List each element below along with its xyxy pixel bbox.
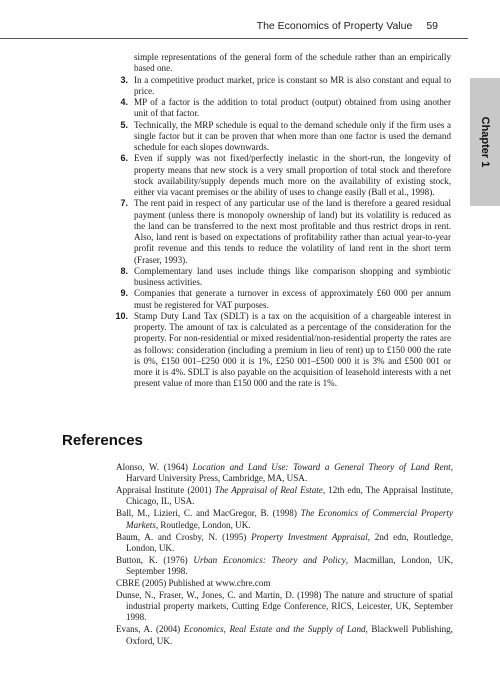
reference-item: Ball, M., Lizieri, C. and MacGregor, B. (1998) The Economics of Commercial Property Markets, Routledge, London, UK. (116, 508, 453, 530)
reference-item: CBRE (2005) Published at www.cbre.com (116, 577, 271, 588)
endnotes (106, 52, 451, 390)
references-heading: References (62, 432, 143, 449)
references-list (116, 462, 453, 648)
note-text: Even if supply was not fixed/perfectly inelastic in the short-run, the longevity of property means that new stock is a very small proportion of total stock and therefore stock availability/supply depends much more on the availability of existing stock, either via vacant premises or the ability of uses to change easily (Ball et al., 1998). (134, 153, 451, 197)
note-number: 6. (120, 153, 128, 164)
note-item (106, 120, 451, 154)
note-item (106, 266, 451, 289)
note-continuation: simple representations of the general form of the schedule rather than an empirically based one. (134, 52, 451, 74)
reference-item: Baum, A. and Crosby, N. (1995) Property Investment Appraisal, 2nd edn, Routledge, London, UK. (116, 531, 453, 553)
chapter-tab (470, 78, 500, 206)
running-head (257, 20, 438, 32)
note-item (106, 311, 451, 390)
note-text: Companies that generate a turnover in excess of approximately £60 000 per annum must be registered for VAT purposes. (134, 288, 451, 310)
note-text: MP of a factor is the addition to total product (output) obtained from using another unit of that factor. (134, 97, 451, 119)
reference-item: Dunse, N., Fraser, W., Jones, C. and Martin, D. (1998) The nature and structure of spatial industrial property markets, Cutting Edge Conference, RICS, Leicester, UK, September 1998. (116, 589, 453, 623)
reference-item: Appraisal Institute (2001) The Appraisal of Real Estate, 12th edn, The Appraisal Institute, Chicago, IL, USA. (116, 485, 453, 507)
reference-item: Alonso, W. (1964) Location and Land Use: Toward a General Theory of Land Rent, Harvard University Press, Cambridge, MA, USA. (116, 462, 453, 484)
note-text: The rent paid in respect of any particular use of the land is therefore a geared residual payment (unless there is monopoly ownership of land) but its volatility is reduced as the land can be transferred to the next most profitable and thus restrict drops in rent. Also, land rent is based on expectations of profitability rather than actual year-to-year profit revenue and this tends to reduce the volatility of land rent in the short term (Fraser, 1993). (134, 198, 451, 265)
note-item (106, 288, 451, 311)
note-item (106, 97, 451, 120)
note-number: 4. (120, 97, 128, 107)
note-number: 5. (120, 119, 128, 130)
note-text: In a competitive product market, price is constant so MR is also constant and equal to price. (134, 74, 451, 96)
note-item (106, 198, 451, 266)
reference-item: Button, K. (1976) Urban Economics: Theory and Policy, Macmillan, London, UK, September 1998. (116, 554, 454, 577)
note-item (106, 153, 451, 198)
note-number: 7. (120, 198, 128, 209)
note-number: 9. (120, 288, 128, 299)
note-text: Complementary land uses include things like comparison shopping and symbiotic business activities. (134, 265, 451, 287)
note-item (106, 75, 451, 98)
running-title: The Economics of Property Value (256, 20, 413, 32)
chapter-tab-label: Chapter 1 (479, 116, 491, 168)
note-number: 8. (120, 265, 128, 276)
header-rule (0, 38, 468, 39)
reference-item: Evans, A. (2004) Economics, Real Estate and the Supply of Land, Blackwell Publishing, Oxford, UK. (116, 624, 453, 646)
note-text: Technically, the MRP schedule is equal to the demand schedule only if the firm uses a single factor but it can be proven that when more than one factor is used the demand schedule for each slopes downwards. (134, 119, 451, 152)
page-number: 59 (426, 20, 438, 32)
note-number: 10. (115, 310, 128, 321)
note-text: Stamp Duty Land Tax (SDLT) is a tax on the acquisition of a chargeable interest in property. The amount of tax is calculated as a percentage of the consideration for the property. For non-residential or mixed residential/non-residential property the rates are as follows: consideration (including a premium in lieu of rent) up to £150 000 the rate is 0%, £150 001–£250 000 it is 1%, £250 001–£500 000 it is 3% and £500 001 or more it is 4%. SDLT is also payable on the acquisition of leasehold interests with a net present value of more than £150 000 and the rate is 1%. (134, 310, 451, 389)
note-number: 3. (120, 74, 128, 85)
